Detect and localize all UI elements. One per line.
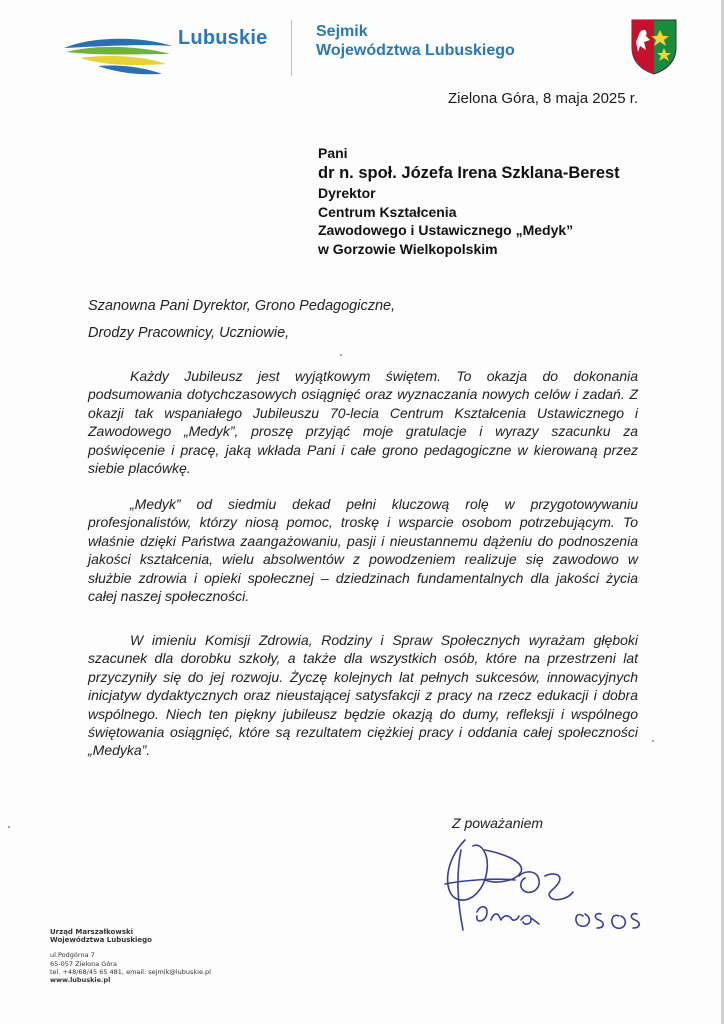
- footer-website: www.lubuskie.pl: [50, 976, 111, 985]
- sejmik-line-2: Województwa Lubuskiego: [316, 42, 515, 59]
- footer-street: ul.Podgórna 7: [50, 951, 95, 960]
- header-divider: [291, 20, 292, 76]
- sejmik-title: [316, 22, 515, 60]
- salutation-line-2: Drodzy Pracownicy, Uczniowie,: [88, 325, 290, 341]
- scan-speck: [652, 740, 654, 742]
- closing-text: Z poważaniem: [452, 815, 544, 831]
- handwritten-signature: [425, 820, 665, 950]
- recipient-line: Pani: [318, 145, 348, 161]
- coat-of-arms-icon: [630, 18, 678, 76]
- footer-address: [50, 928, 211, 984]
- recipient-name: dr n. społ. Józefa Irena Szklana-Berest: [318, 164, 620, 182]
- brand-name: Lubuskie: [178, 27, 268, 49]
- body-paragraph-3: W imieniu Komisji Zdrowia, Rodziny i Spraw Społecznych wyrażam głęboki szacunek dla dorobku szkoły, a także dla wszystkich osób, które na przestrzeni lat przyczyniły się do jej rozwoju. Życzę kolejnych lat pełnych sukcesów, innowacyjnych inicjatyw dydaktycznych oraz nieustającej satysfakcji z pracy na rzecz edukacji i dobra wspólnego. Niech ten piękny jubileusz będzie okazją do dumy, refleksji i wspólnego świętowania osiągnięć, które są rezultatem ciężkiej pracy i oddania całej społeczności „Medyka”.: [88, 632, 638, 759]
- lubuskie-logo-icon: [62, 28, 174, 78]
- footer-org-line-1: Urząd Marszałkowski: [50, 928, 134, 936]
- sejmik-line-1: Sejmik: [316, 23, 368, 40]
- salutation-line-1: Szanowna Pani Dyrektor, Grono Pedagogiczne,: [88, 298, 396, 314]
- recipient-line: Zawodowego i Ustawicznego „Medyk”: [318, 222, 574, 238]
- footer-contact: tel. +48/68/45 65 481, email: sejmik@lubuskie.pl: [50, 967, 211, 976]
- scan-speck: [340, 354, 342, 356]
- recipient-line: Centrum Kształcenia: [318, 203, 457, 220]
- recipient-block: [318, 144, 620, 258]
- body-paragraph-1: Każdy Jubileusz jest wyjątkowym świętem. To okazja do dokonania podsumowania dotychczasowych osiągnięć oraz wyznaczania nowych celów i zadań. Z okazji tak wspaniałego Jubileuszu 70-lecia Centrum Kształcenia Ustawicznego i Zawodowego „Medyk”, proszę przyjąć moje gratulacje i wyrazy szacunku za poświęcenie i pracę, jaką wkłada Pani i całe grono pedagogiczne w kierowaną przez siebie placówkę.: [88, 368, 638, 477]
- body-paragraph-2: „Medyk” od siedmiu dekad pełni kluczową rolę w przygotowywaniu profesjonalistów, którzy niosą pomoc, troskę i wsparcie osobom potrzebującym. To właśnie dzięki Państwa zaangażowaniu, pasji i nieustannemu dążeniu do podnoszenia jakości kształcenia, wielu absolwentów z powodzeniem realizuje się zawodowo w służbie zdrowia i opieki społecznej – dziedzinach fundamentalnych dla jakości życia całej naszej społeczności.: [88, 496, 638, 605]
- letter-date: Zielona Góra, 8 maja 2025 r.: [448, 90, 639, 107]
- scan-speck: [8, 826, 10, 828]
- footer-org-line-2: Województwa Lubuskiego: [50, 936, 152, 945]
- footer-city: 65-057 Zielona Góra: [50, 959, 117, 968]
- recipient-line: Dyrektor: [318, 185, 376, 201]
- recipient-line: w Gorzowie Wielkopolskim: [318, 240, 498, 257]
